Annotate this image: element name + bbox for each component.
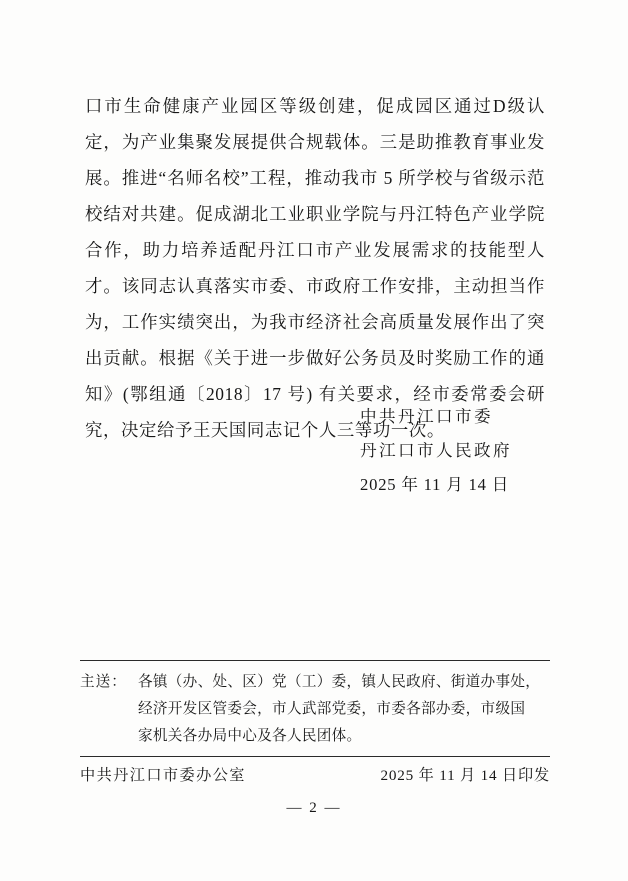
distribution-line-1: 各镇（办、处、区）党（工）委，镇人民政府、街道办事处， bbox=[138, 674, 541, 690]
page-number: — 2 — bbox=[286, 800, 342, 816]
body-text-block bbox=[85, 88, 545, 448]
distribution-row bbox=[80, 669, 550, 696]
signature-government: 丹江口市人民政府 bbox=[360, 441, 512, 460]
distribution-line-2: 经济开发区管委会，市人武部党委，市委各部办委，市级国 bbox=[138, 701, 526, 717]
print-date: 2025 年 11 月 14 日印发 bbox=[380, 767, 550, 784]
signature-block bbox=[360, 400, 580, 502]
distribution-row bbox=[80, 696, 550, 723]
distribution-label: 主送： bbox=[80, 674, 127, 690]
distribution-block bbox=[80, 661, 550, 756]
distribution-row bbox=[80, 723, 550, 750]
signature-date: 2025 年 11 月 14 日 bbox=[360, 475, 510, 494]
issuer-row bbox=[80, 757, 550, 785]
body-paragraph: 口市生命健康产业园区等级创建，促成园区通过D级认定，为产业集聚发展提供合规载体。三是助推教育事业发展。推进“名师名校”工程，推动我市 5 所学校与省级示范校结对共建。促成湖北工业职业学院与丹江特色产业学院合作，助力培养适配丹江口市产业发展需求的技能型人才。该同志认真落实市委、市政府工作安排，主动担当作为，工作实绩突出，为我市经济社会高质量发展作出了突出贡献。根据《关于进一步做好公务员及时奖励工作的通知》(鄂组通〔2018〕17 号) 有关要求，经市委常委会研究，决定给予王天国同志记个人三等功一次。 bbox=[85, 96, 545, 440]
signature-party-committee: 中共丹江口市委 bbox=[360, 407, 493, 426]
distribution-line-3: 家机关各办局中心及各人民团体。 bbox=[138, 728, 362, 744]
issuing-office: 中共丹江口市委办公室 bbox=[80, 767, 246, 784]
footer-zone bbox=[80, 660, 550, 785]
